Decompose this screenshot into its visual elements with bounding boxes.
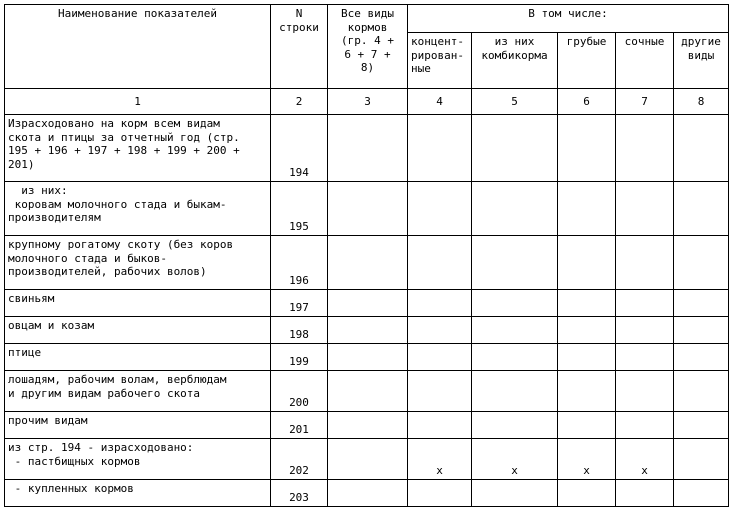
- table-row: [5, 182, 729, 236]
- value-cell[interactable]: [674, 290, 729, 317]
- row-label: из них: коровам молочного стада и быкам- производителям: [5, 182, 271, 236]
- row-label: прочим видам: [5, 412, 271, 439]
- column-number: 4: [408, 89, 472, 115]
- table-row: [5, 317, 729, 344]
- value-cell[interactable]: [558, 290, 616, 317]
- header-all-feed-types: Все виды кормов (гр. 4 + 6 + 7 + 8): [328, 5, 408, 89]
- header-succulent: сочные: [616, 33, 674, 89]
- table-row: [5, 115, 729, 182]
- value-cell[interactable]: [408, 412, 472, 439]
- value-cell[interactable]: [328, 412, 408, 439]
- value-cell[interactable]: [472, 290, 558, 317]
- header-row-number: N строки: [271, 5, 328, 89]
- value-cell[interactable]: [558, 412, 616, 439]
- value-cell[interactable]: [674, 371, 729, 412]
- value-cell[interactable]: [328, 290, 408, 317]
- row-label: Израсходовано на корм всем видам скота и птицы за отчетный год (стр. 195 + 196 + 197 + 198 + 199 + 200 + 201): [5, 115, 271, 182]
- value-cell[interactable]: [472, 371, 558, 412]
- row-code: 195: [271, 182, 328, 236]
- header-concentrated: концент- рирован- ные: [408, 33, 472, 89]
- header-other-types: другие виды: [674, 33, 729, 89]
- value-cell[interactable]: [408, 290, 472, 317]
- row-label: - купленных кормов: [5, 480, 271, 507]
- row-code: 196: [271, 236, 328, 290]
- value-cell[interactable]: [408, 115, 472, 182]
- value-cell[interactable]: [328, 236, 408, 290]
- table-row: [5, 236, 729, 290]
- value-cell[interactable]: [674, 182, 729, 236]
- value-cell[interactable]: [616, 236, 674, 290]
- x-mark: x: [408, 439, 472, 480]
- column-number: 3: [328, 89, 408, 115]
- row-label: из стр. 194 - израсходовано: - пастбищных кормов: [5, 439, 271, 480]
- feed-consumption-table: [4, 4, 729, 507]
- table-row: [5, 290, 729, 317]
- value-cell[interactable]: [472, 182, 558, 236]
- row-code: 203: [271, 480, 328, 507]
- value-cell[interactable]: [328, 317, 408, 344]
- value-cell[interactable]: [328, 371, 408, 412]
- row-code: 200: [271, 371, 328, 412]
- value-cell[interactable]: [408, 480, 472, 507]
- row-code: 201: [271, 412, 328, 439]
- value-cell[interactable]: [674, 412, 729, 439]
- value-cell[interactable]: [674, 480, 729, 507]
- value-cell[interactable]: [674, 236, 729, 290]
- x-mark: x: [616, 439, 674, 480]
- table-row: [5, 371, 729, 412]
- value-cell[interactable]: [408, 236, 472, 290]
- value-cell[interactable]: [408, 371, 472, 412]
- value-cell[interactable]: [472, 317, 558, 344]
- row-label: лошадям, рабочим волам, верблюдам и другим видам рабочего скота: [5, 371, 271, 412]
- table-row: [5, 344, 729, 371]
- row-label: птице: [5, 344, 271, 371]
- value-cell[interactable]: [472, 344, 558, 371]
- column-number: 5: [472, 89, 558, 115]
- row-code: 202: [271, 439, 328, 480]
- x-mark: x: [558, 439, 616, 480]
- row-code: 198: [271, 317, 328, 344]
- value-cell[interactable]: [472, 115, 558, 182]
- row-label: овцам и козам: [5, 317, 271, 344]
- x-mark: x: [472, 439, 558, 480]
- header-coarse: грубые: [558, 33, 616, 89]
- value-cell[interactable]: [558, 317, 616, 344]
- value-cell[interactable]: [328, 344, 408, 371]
- value-cell[interactable]: [616, 115, 674, 182]
- value-cell[interactable]: [328, 182, 408, 236]
- value-cell[interactable]: [558, 371, 616, 412]
- value-cell[interactable]: [472, 412, 558, 439]
- value-cell[interactable]: [408, 344, 472, 371]
- value-cell[interactable]: [328, 439, 408, 480]
- value-cell[interactable]: [328, 480, 408, 507]
- table-row: [5, 412, 729, 439]
- column-number: 2: [271, 89, 328, 115]
- value-cell[interactable]: [558, 480, 616, 507]
- value-cell[interactable]: [328, 115, 408, 182]
- value-cell[interactable]: [674, 344, 729, 371]
- value-cell[interactable]: [616, 290, 674, 317]
- value-cell[interactable]: [616, 412, 674, 439]
- value-cell[interactable]: [674, 317, 729, 344]
- value-cell[interactable]: [674, 115, 729, 182]
- value-cell[interactable]: [558, 236, 616, 290]
- value-cell[interactable]: [558, 182, 616, 236]
- value-cell[interactable]: [558, 115, 616, 182]
- row-label: свиньям: [5, 290, 271, 317]
- column-number: 7: [616, 89, 674, 115]
- value-cell[interactable]: [558, 344, 616, 371]
- row-label: крупному рогатому скоту (без коров молочного стада и быков- производителей, рабочих волов): [5, 236, 271, 290]
- value-cell[interactable]: [616, 480, 674, 507]
- value-cell[interactable]: [616, 371, 674, 412]
- column-number: 6: [558, 89, 616, 115]
- value-cell[interactable]: [472, 480, 558, 507]
- value-cell[interactable]: [616, 317, 674, 344]
- value-cell[interactable]: [616, 344, 674, 371]
- row-code: 199: [271, 344, 328, 371]
- table-row: [5, 480, 729, 507]
- column-number: 1: [5, 89, 271, 115]
- header-including: В том числе:: [408, 5, 729, 33]
- value-cell[interactable]: [408, 182, 472, 236]
- value-cell[interactable]: [616, 182, 674, 236]
- row-code: 197: [271, 290, 328, 317]
- column-number: 8: [674, 89, 729, 115]
- table-row: [5, 439, 729, 480]
- value-cell[interactable]: [674, 439, 729, 480]
- value-cell[interactable]: [408, 317, 472, 344]
- header-indicator: Наименование показателей: [5, 5, 271, 89]
- row-code: 194: [271, 115, 328, 182]
- value-cell[interactable]: [472, 236, 558, 290]
- header-compound-feed: из них комбикорма: [472, 33, 558, 89]
